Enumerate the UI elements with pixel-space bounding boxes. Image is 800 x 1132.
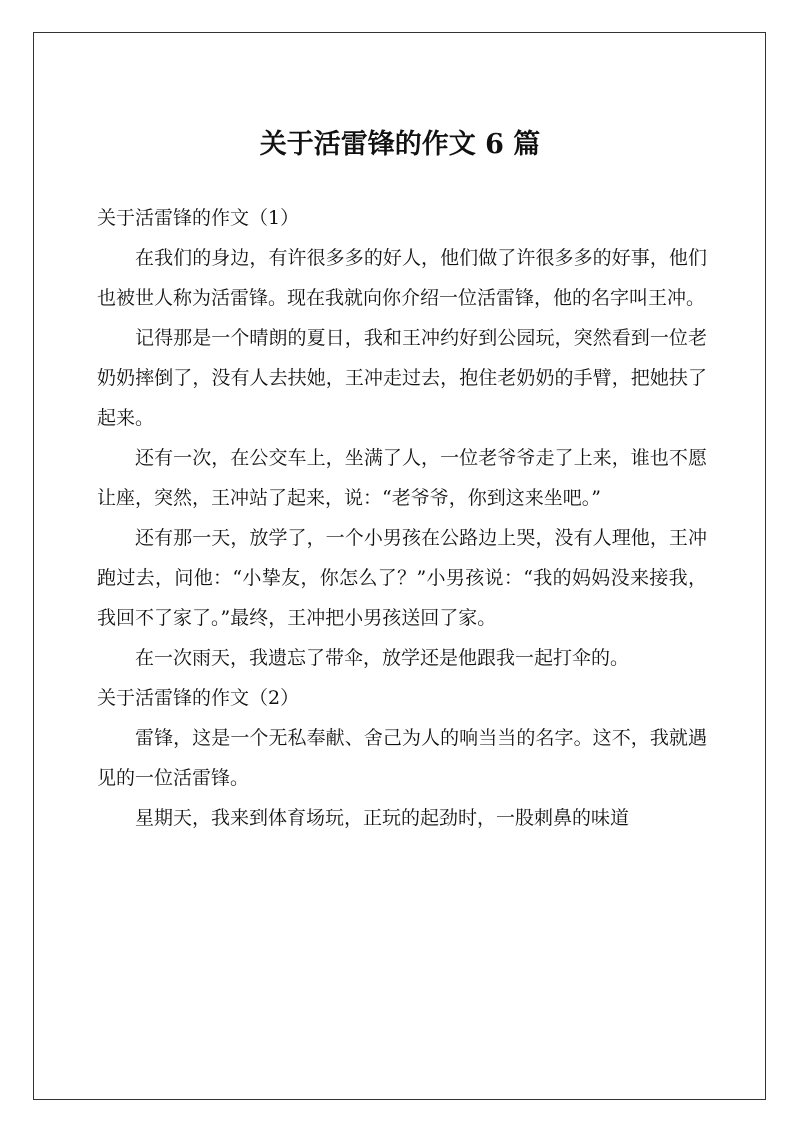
paragraph: 还有那一天，放学了，一个小男孩在公路边上哭，没有人理他，王冲跑过去，问他：“小挚友，你怎么了？”小男孩说：“我的妈妈没来接我，我回不了家了。”最终，王冲把小男孩送回了家。 — [97, 527, 707, 629]
paragraph: 还有一次，在公交车上，坐满了人，一位老爷爷走了上来，谁也不愿让座，突然，王冲站了起来，说：“老爷爷，你到这来坐吧。” — [97, 447, 707, 509]
paragraph: 在一次雨天，我遗忘了带伞，放学还是他跟我一起打伞的。 — [135, 647, 630, 669]
document-body — [97, 198, 707, 838]
paragraph: 雷锋，这是一个无私奉献、舍己为人的响当当的名字。这不，我就遇见的一位活雷锋。 — [97, 727, 707, 789]
document-title: 关于活雷锋的作文 6 篇 — [259, 129, 541, 160]
paragraph: 记得那是一个晴朗的夏日，我和王冲约好到公园玩，突然看到一位老奶奶摔倒了，没有人去扶她，王冲走过去，抱住老奶奶的手臂，把她扶了起来。 — [97, 327, 707, 429]
section-heading: 关于活雷锋的作文（1） — [97, 207, 300, 229]
paragraph: 星期天，我来到体育场玩，正玩的起劲时，一股刺鼻的味道 — [135, 807, 630, 829]
paragraph: 在我们的身边，有许很多多的好人，他们做了许很多多的好事，他们也被世人称为活雷锋。现在我就向你介绍一位活雷锋，他的名字叫王冲。 — [97, 247, 707, 309]
section-heading: 关于活雷锋的作文（2） — [97, 687, 300, 709]
